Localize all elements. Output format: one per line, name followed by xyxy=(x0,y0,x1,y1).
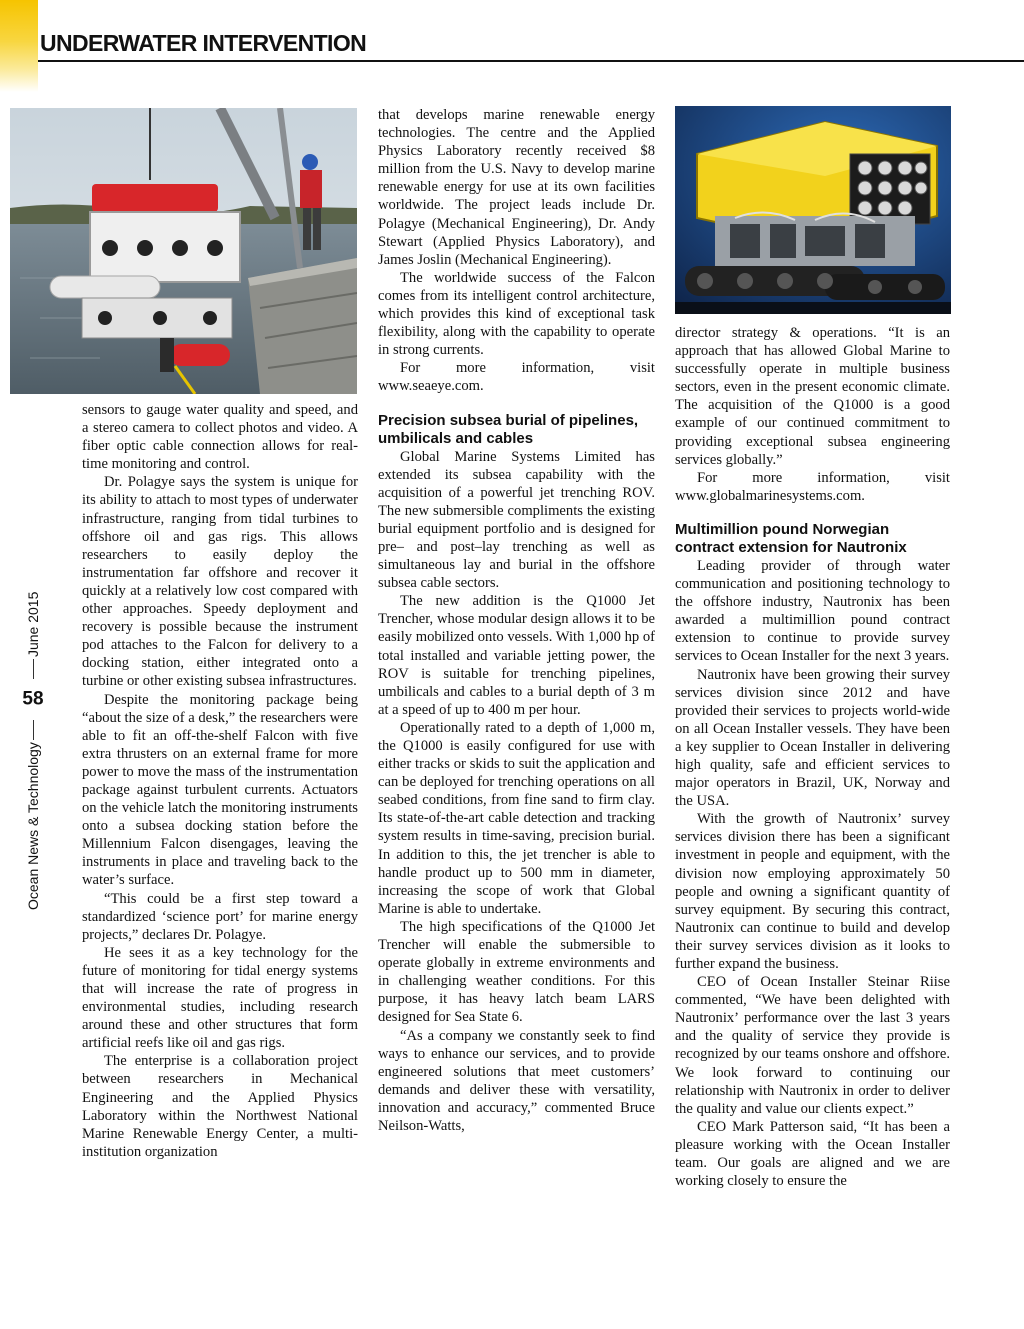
sidebar-divider xyxy=(33,720,34,740)
body-paragraph: Dr. Polagye says the system is unique for its ability to attach to most types of underwater infrastructure, ranging from tidal turbines to offshore oil and gas rigs. This allows researchers to easily deploy the instrumentation far offshore and recover it quickly at a relatively low cost compared with other approaches. Speedy deployment and recovery is possible because the instrument pod attaches to the Falcon for delivery to a docking station, either integrated onto a turbine or other existing subsea infrastructures. xyxy=(82,474,358,690)
body-paragraph: Global Marine Systems Limited has extended its subsea capability with the acquisition of a powerful jet trenching ROV. The new submersible compliments the existing burial equipment portfolio and is designed for pre– and post–lay trenching as well as simultaneous lay and burial in the offshore subsea cable sectors. xyxy=(378,448,655,592)
body-paragraph: For more information, visit www.globalmarinesystems.com. xyxy=(675,469,950,504)
body-paragraph: that develops marine renewable energy technologies. The centre and the Applied Physics Laboratory recently received $8 million from the U.S. Navy to develop marine renewable energy for use at its own facilities worldwide. The project leads include Dr. Polagye (Mechanical Engineering), Dr. Andy Stewart (Applied Physics Laboratory), and James Joslin (Mechanical Engineering). xyxy=(378,107,655,268)
sidebar-divider xyxy=(33,659,34,679)
header-rule xyxy=(38,60,1024,62)
body-paragraph: Despite the monitoring package being “about the size of a desk,” the researchers were able to fit an off-the-shelf Falcon with five extra thrusters on an external frame for more power to move the mass of the instrumentation package against turbulent currents. Actuators on the vehicle latch the monitoring instruments onto a subsea docking station before the Millennium Falcon disengages, leaving the instruments in place and traveling back to the water’s surface. xyxy=(82,691,358,889)
yellow-jet-trencher-rov-photo xyxy=(675,106,951,314)
rov-on-crane-over-water-photo xyxy=(10,108,357,394)
body-paragraph: director strategy & operations. “It is an approach that has allowed Global Marine to successfully operate in multiple business sectors, even in the present economic climate. The acquisition of the Q1000 is a good example of our continued commitment to providing exceptional subsea engineering services globally.” xyxy=(675,325,950,468)
section-title: UNDERWATER INTERVENTION xyxy=(40,30,367,56)
body-paragraph: “As a company we constantly seek to find ways to enhance our services, and to provide engineered solutions that meet customers’ demands and deliver these with versatility, innovation and accuracy,” commented Bruce Neilson-Watts, xyxy=(378,1027,655,1134)
body-paragraph: Operationally rated to a depth of 1,000 m, the Q1000 is easily configured for use with either tracks or skids to suit the application and can be deployed for trenching operations on all seabed conditions, from fine sand to firm clay. Its state-of-the-art cable detection and tracking system results in time-saving, precision burial. In addition to this, the jet trencher is able to handle product up to 500 mm in diameter, increasing the scope of work that Global Marine is able to undertake. xyxy=(378,719,655,917)
body-paragraph: The worldwide success of the Falcon comes from its intelligent control architecture, which provides this kind of exceptional task flexibility, along with the capability to operate in strong currents. xyxy=(378,269,655,359)
article-column-1 xyxy=(82,401,358,1161)
body-paragraph: Nautronix have been growing their survey services division since 2012 and have provided their services to projects world-wide on all Ocean Installer vessels. They have been a key supplier to Ocean Installer in delivering high quality, safe and efficient services to major operators in Brazil, UK, Norway and the USA. xyxy=(675,666,950,810)
article-heading-global-marine: Precision subsea burial of pipelines, umbilicals and cables xyxy=(378,411,639,447)
page-number: 58 xyxy=(22,688,44,710)
body-paragraph: The enterprise is a collaboration project between researchers in Mechanical Engineering and the Applied Physics Laboratory within the Northwest National Marine Renewable Energy Center, a multi-institution organization xyxy=(82,1053,358,1160)
body-paragraph: CEO of Ocean Installer Steinar Riise commented, “We have been delighted with Nautronix’ performance over the last 3 years and the quality of service they provide is recognized by our teams onshore and offshore. We look forward to continuing our relationship with Nautronix in order to deliver the quality and value our clients expect.” xyxy=(675,974,950,1117)
body-paragraph: With the growth of Nautronix’ survey services division there has been a significant investment in people and equipment, with the division now employing approximately 50 people and owning a significant quantity of survey equipment. By securing this contract, Nautronix can continue to build and develop their survey services division as it looks to further expand the business. xyxy=(675,811,950,972)
body-paragraph: sensors to gauge water quality and speed, and a stereo camera to collect photos and video. A fiber optic cable connection allows for real-time monitoring and control. xyxy=(82,402,358,473)
body-paragraph: Leading provider of through water communication and positioning technology to the offshore industry, Nautronix has been awarded a multimillion pound contract extension to continue to provide survey services to Ocean Installer for the next 3 years. xyxy=(675,557,950,665)
body-paragraph: “This could be a first step toward a standardized ‘science port’ for marine energy projects,” declares Dr. Polagye. xyxy=(82,890,358,943)
body-paragraph: The high specifications of the Q1000 Jet Trencher will enable the submersible to operate globally in extreme environments and in challenging weather conditions. For this purpose, it has heavy latch beam LARS designed for Sea State 6. xyxy=(378,918,655,1026)
article-heading-nautronix: Multimillion pound Norwegian contract extension for Nautronix xyxy=(675,520,907,556)
body-paragraph: He sees it as a key technology for the future of monitoring for tidal energy systems that will increase the rate of progress in environmental studies, including research around these and other structures that form artificial reefs like oil and gas rigs. xyxy=(82,944,358,1052)
article-column-3 xyxy=(675,324,950,1190)
publication-name: Ocean News & Technology xyxy=(25,742,41,910)
issue-date: June 2015 xyxy=(25,591,41,658)
article-column-2 xyxy=(378,106,655,1135)
section-color-tab xyxy=(0,0,38,92)
body-paragraph: The new addition is the Q1000 Jet Trencher, whose modular design allows it to be easily mobilized onto vessels. With 1,000 hp of total installed and variable jetting power, the ROV is suitable for trenching pipelines, umbilicals and cables to a burial depth of 3 m at a speed of up to 400 m per hour. xyxy=(378,593,655,718)
page-sidebar xyxy=(20,570,60,910)
body-paragraph: For more information, visit www.seaeye.com. xyxy=(378,360,655,395)
body-paragraph: CEO Mark Patterson said, “It has been a pleasure working with the Ocean Installer team. Our goals are aligned and we are working closely to ensure the xyxy=(675,1118,950,1190)
